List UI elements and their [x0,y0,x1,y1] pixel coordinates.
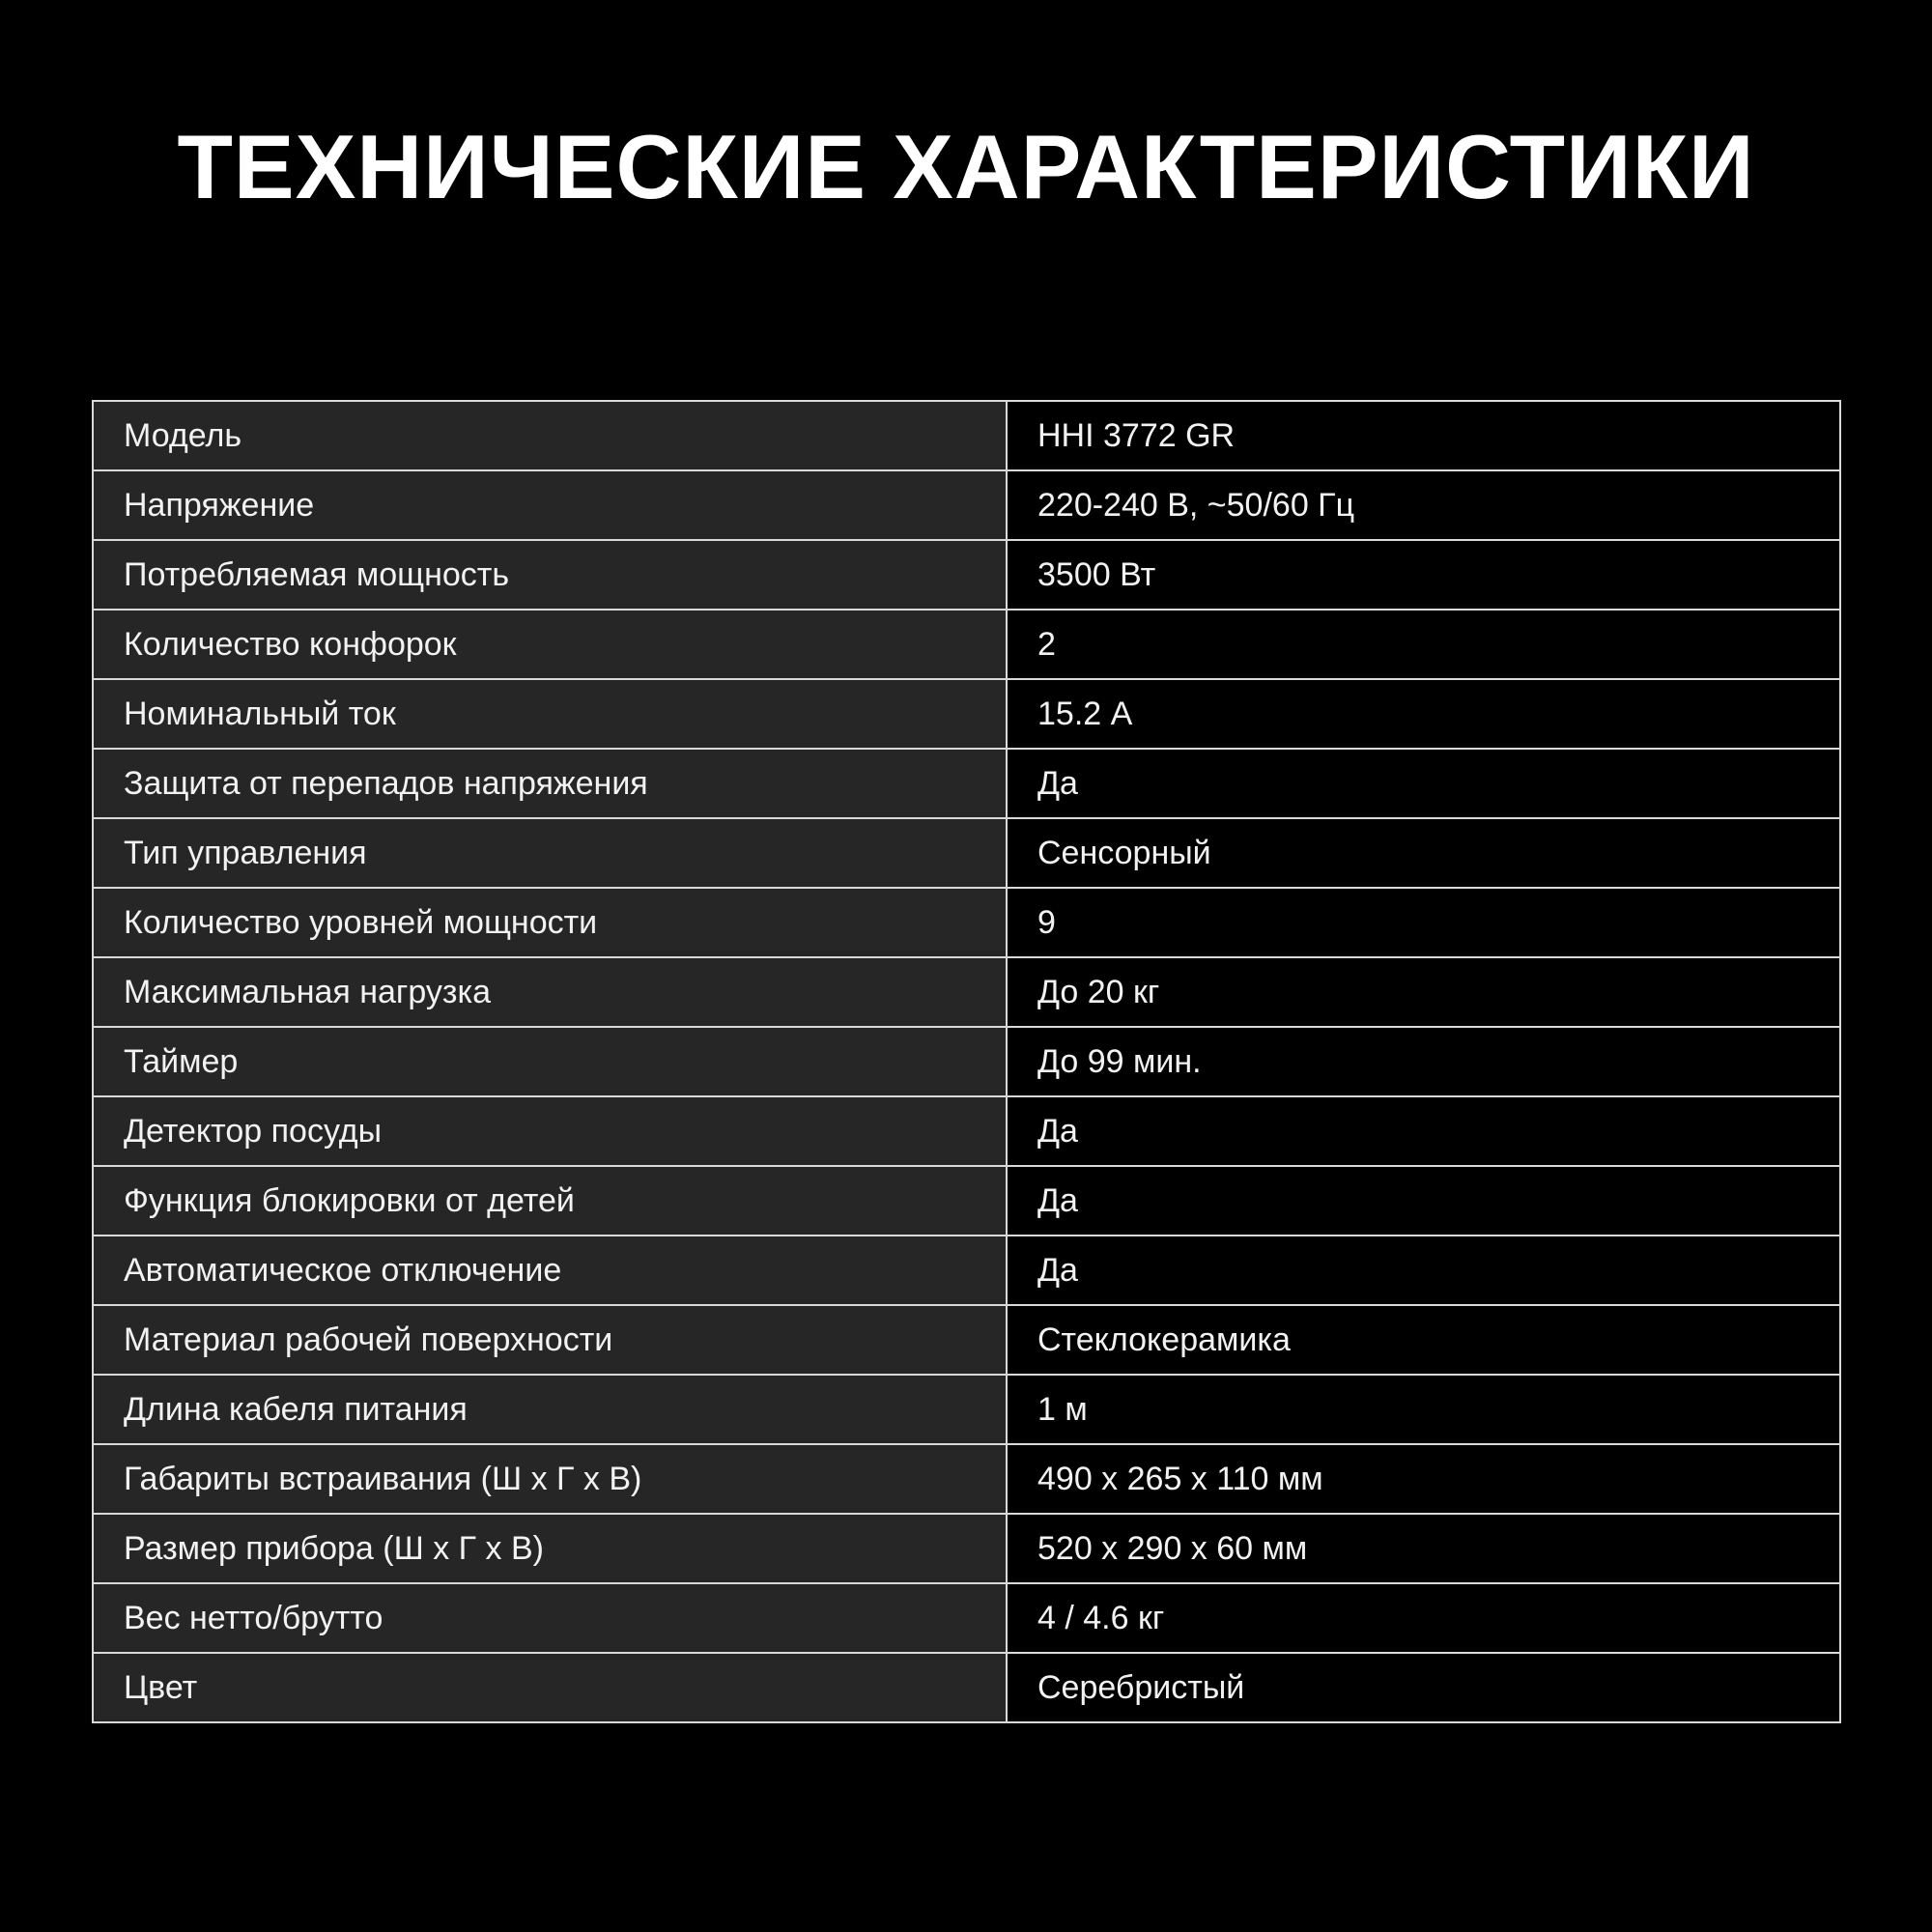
spec-name: Количество конфорок [93,610,1007,679]
spec-name: Тип управления [93,818,1007,888]
spec-value: 3500 Вт [1007,540,1840,610]
spec-value: 490 х 265 х 110 мм [1007,1444,1840,1514]
spec-value: Сенсорный [1007,818,1840,888]
spec-name: Защита от перепадов напряжения [93,749,1007,818]
spec-value: Да [1007,1166,1840,1236]
spec-value: Да [1007,1096,1840,1166]
table-row [93,1583,1840,1653]
table-row [93,749,1840,818]
spec-value: Серебристый [1007,1653,1840,1722]
spec-name: Количество уровней мощности [93,888,1007,957]
spec-table [92,400,1841,1723]
table-row [93,888,1840,957]
table-row [93,401,1840,470]
table-row [93,1514,1840,1583]
table-row [93,1166,1840,1236]
spec-value: 220-240 В, ~50/60 Гц [1007,470,1840,540]
spec-value: Да [1007,749,1840,818]
spec-name: Функция блокировки от детей [93,1166,1007,1236]
spec-name: Таймер [93,1027,1007,1096]
spec-value: 520 х 290 х 60 мм [1007,1514,1840,1583]
table-row [93,470,1840,540]
spec-value: До 99 мин. [1007,1027,1840,1096]
table-row [93,1444,1840,1514]
table-row [93,610,1840,679]
spec-value: 15.2 А [1007,679,1840,749]
table-row [93,818,1840,888]
table-row [93,1653,1840,1722]
spec-name: Потребляемая мощность [93,540,1007,610]
spec-value: 9 [1007,888,1840,957]
spec-value: До 20 кг [1007,957,1840,1027]
spec-name: Размер прибора (Ш х Г х В) [93,1514,1007,1583]
spec-name: Цвет [93,1653,1007,1722]
spec-name: Материал рабочей поверхности [93,1305,1007,1375]
spec-name: Максимальная нагрузка [93,957,1007,1027]
table-row [93,1375,1840,1444]
spec-name: Габариты встраивания (Ш х Г х В) [93,1444,1007,1514]
spec-name: Вес нетто/брутто [93,1583,1007,1653]
spec-value: 4 / 4.6 кг [1007,1583,1840,1653]
table-row [93,1027,1840,1096]
spec-value: HHI 3772 GR [1007,401,1840,470]
table-row [93,540,1840,610]
spec-value: Да [1007,1236,1840,1305]
spec-table-body [93,401,1840,1722]
spec-name: Автоматическое отключение [93,1236,1007,1305]
spec-name: Детектор посуды [93,1096,1007,1166]
spec-name: Длина кабеля питания [93,1375,1007,1444]
spec-name: Напряжение [93,470,1007,540]
spec-value: Стеклокерамика [1007,1305,1840,1375]
spec-name: Модель [93,401,1007,470]
table-row [93,1096,1840,1166]
table-row [93,1236,1840,1305]
spec-value: 2 [1007,610,1840,679]
spec-value: 1 м [1007,1375,1840,1444]
spec-name: Номинальный ток [93,679,1007,749]
table-row [93,679,1840,749]
table-row [93,1305,1840,1375]
table-row [93,957,1840,1027]
page-title: ТЕХНИЧЕСКИЕ ХАРАКТЕРИСТИКИ [177,116,1755,217]
